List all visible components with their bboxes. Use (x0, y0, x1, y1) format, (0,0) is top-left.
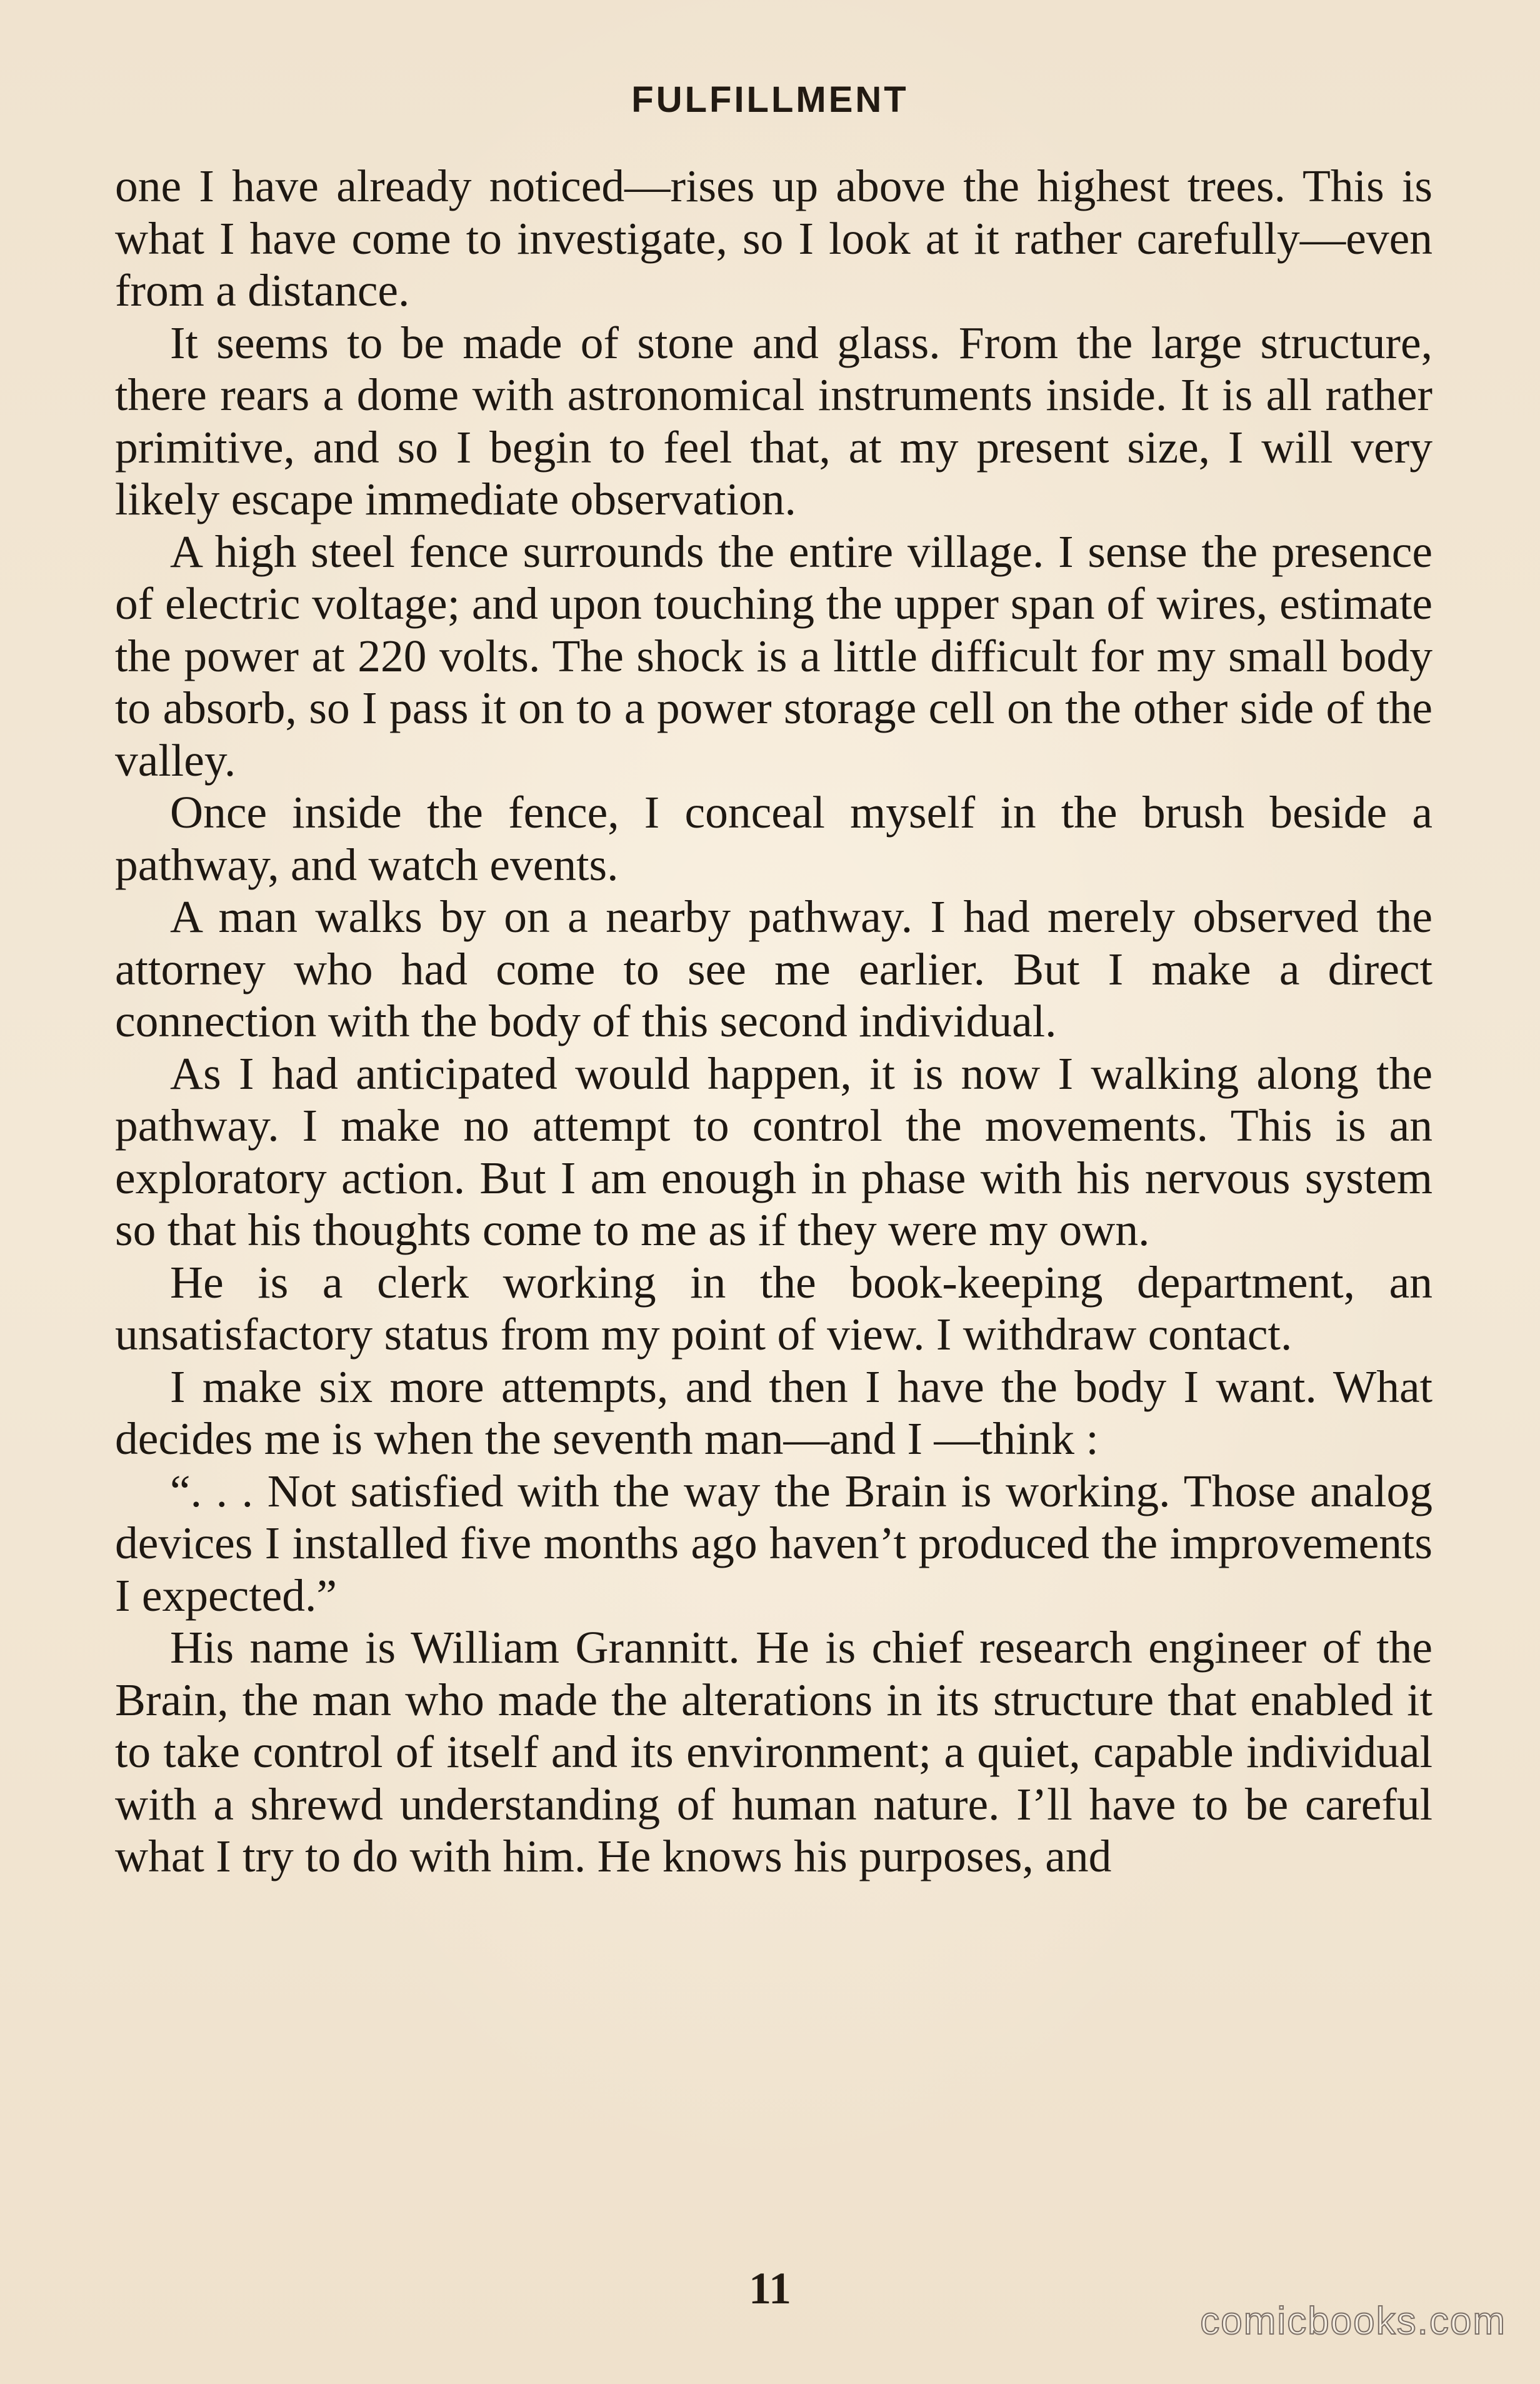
paragraph: His name is William Grannitt. He is chief research engineer of the Brain, the man who made the alterations in its structure that enabled it to take control of itself and its environment; a quiet, capable individual with a shrewd understanding of human nature. I’ll have to be careful what I try to do with him. He knows his purposes, and (115, 1622, 1432, 1881)
paragraph: “. . . Not satisfied with the way the Brain is working. Those analog devices I installed five months ago haven’t produced the improvements I expected.” (115, 1465, 1432, 1621)
paragraph: Once inside the fence, I conceal myself in the brush beside a pathway, and watch events. (115, 787, 1432, 890)
page-number: 11 (748, 2263, 792, 2313)
paragraph: A man walks by on a nearby pathway. I had merely observed the attorney who had come to see me earlier. But I make a direct connection with the body of this second individual. (115, 891, 1432, 1046)
paragraph: He is a clerk working in the book-keeping department, an unsatisfactory status from my point of view. I withdraw contact. (115, 1256, 1432, 1360)
paragraph: As I had anticipated would happen, it is now I walking along the pathway. I make no attempt to control the movements. This is an exploratory action. But I am enough in phase with his nervous system so that his thoughts come to me as if they were my own. (115, 1048, 1432, 1255)
watermark: comicbooks.com (1200, 2300, 1506, 2343)
body-text (115, 160, 1432, 1883)
paragraph: I make six more attempts, and then I have the body I want. What decides me is when the seventh man—and I —think : (115, 1361, 1432, 1464)
running-header: FULFILLMENT (631, 79, 909, 120)
paragraph: A high steel fence surrounds the entire village. I sense the presence of electric voltage; and upon touching the upper span of wires, estimate the power at 220 volts. The shock is a little difficult for my small body to absorb, so I pass it on to a power storage cell on the other side of the valley. (115, 526, 1432, 786)
paragraph: It seems to be made of stone and glass. From the large structure, there rears a dome with astronomical instruments inside. It is all rather primitive, and so I begin to feel that, at my present size, I will very likely escape immediate observation. (115, 317, 1432, 524)
paragraph: one I have already noticed—rises up above the highest trees. This is what I have come to investigate, so I look at it rather carefully—even from a distance. (115, 161, 1432, 316)
